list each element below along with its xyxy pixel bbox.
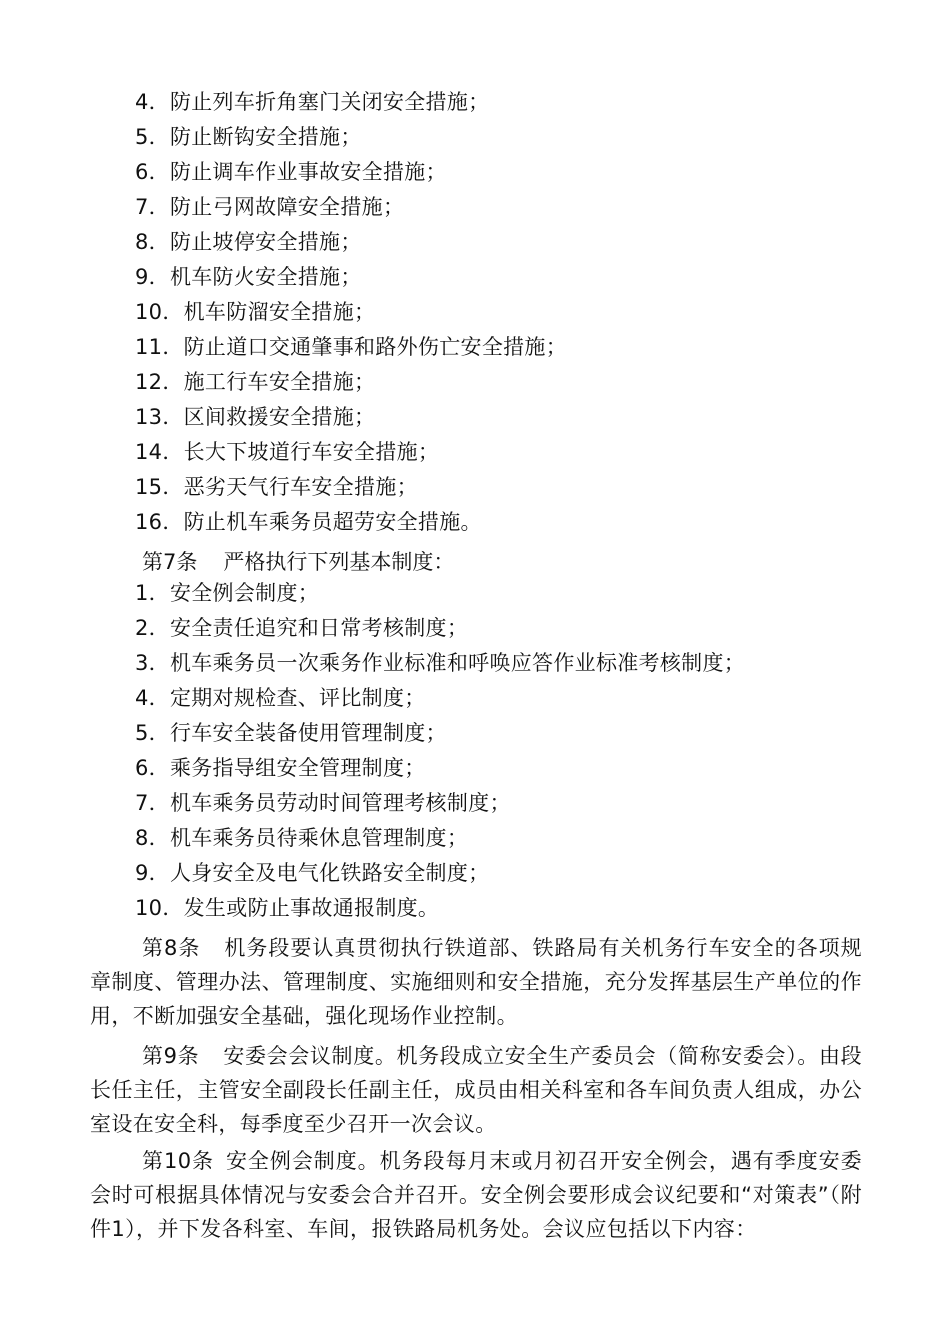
article-text: 机务段要认真贯彻执行铁道部、铁路局有关机务行车安全的各项规章制度、管理办法、管理制度、实施细则和安全措施，充分发挥基层生产单位的作用，不断加强安全基础，强化现场作业控制。 <box>90 936 862 1028</box>
list-item: 1．安全例会制度； <box>135 581 320 605</box>
list-item: 5．防止断钩安全措施； <box>135 125 362 149</box>
list-item: 13．区间救援安全措施； <box>135 405 376 429</box>
list-item: 7．机车乘务员劳动时间管理考核制度； <box>135 791 511 815</box>
list-item: 8．防止坡停安全措施； <box>135 230 362 254</box>
list-item: 16．防止机车乘务员超劳安全措施。 <box>135 510 482 534</box>
list-item: 15．恶劣天气行车安全措施； <box>135 475 418 499</box>
article-number: 第7条 <box>142 550 198 574</box>
article-text: 安全例会制度。机务段每月末或月初召开安全例会，遇有季度安委会时可根据具体情况与安委会合并召开。安全例会要形成会议纪要和“对策表”（附件1），并下发各科室、车间，报铁路局机务处。会议应包括以下内容： <box>90 1149 862 1241</box>
list-item: 3．机车乘务员一次乘务作业标准和呼唤应答作业标准考核制度； <box>135 651 746 675</box>
article-number: 第8条 <box>142 936 201 960</box>
list-item: 6．防止调车作业事故安全措施； <box>135 160 447 184</box>
article-text: 安委会会议制度。机务段成立安全生产委员会（简称安委会）。由段长任主任，主管安全副段长任副主任，成员由相关科室和各车间负责人组成，办公室设在安全科，每季度至少召开一次会议。 <box>90 1044 863 1136</box>
list-item: 9．机车防火安全措施； <box>135 265 362 289</box>
article-8-paragraph <box>90 931 862 1033</box>
list-item: 10．机车防溜安全措施； <box>135 300 376 324</box>
list-item: 10．发生或防止事故通报制度。 <box>135 896 440 920</box>
list-item: 9．人身安全及电气化铁路安全制度； <box>135 861 490 885</box>
list-item: 2．安全责任追究和日常考核制度； <box>135 616 469 640</box>
list-item: 12．施工行车安全措施； <box>135 370 376 394</box>
list-item: 7．防止弓网故障安全措施； <box>135 195 405 219</box>
list-item: 4．防止列车折角塞门关闭安全措施； <box>135 90 490 114</box>
list-item: 6．乘务指导组安全管理制度； <box>135 756 426 780</box>
article-9-paragraph <box>90 1039 862 1141</box>
list-item: 14．长大下坡道行车安全措施； <box>135 440 440 464</box>
list-item: 5．行车安全装备使用管理制度； <box>135 721 447 745</box>
list-item: 8．机车乘务员待乘休息管理制度； <box>135 826 469 850</box>
article-7-heading <box>142 549 454 575</box>
article-title: 严格执行下列基本制度： <box>223 550 455 574</box>
article-10-paragraph <box>90 1144 862 1246</box>
list-item: 4．定期对规检查、评比制度； <box>135 686 426 710</box>
article-number: 第10条 <box>142 1149 214 1173</box>
article-number: 第9条 <box>142 1044 200 1068</box>
list-item: 11．防止道口交通肇事和路外伤亡安全措施； <box>135 335 568 359</box>
